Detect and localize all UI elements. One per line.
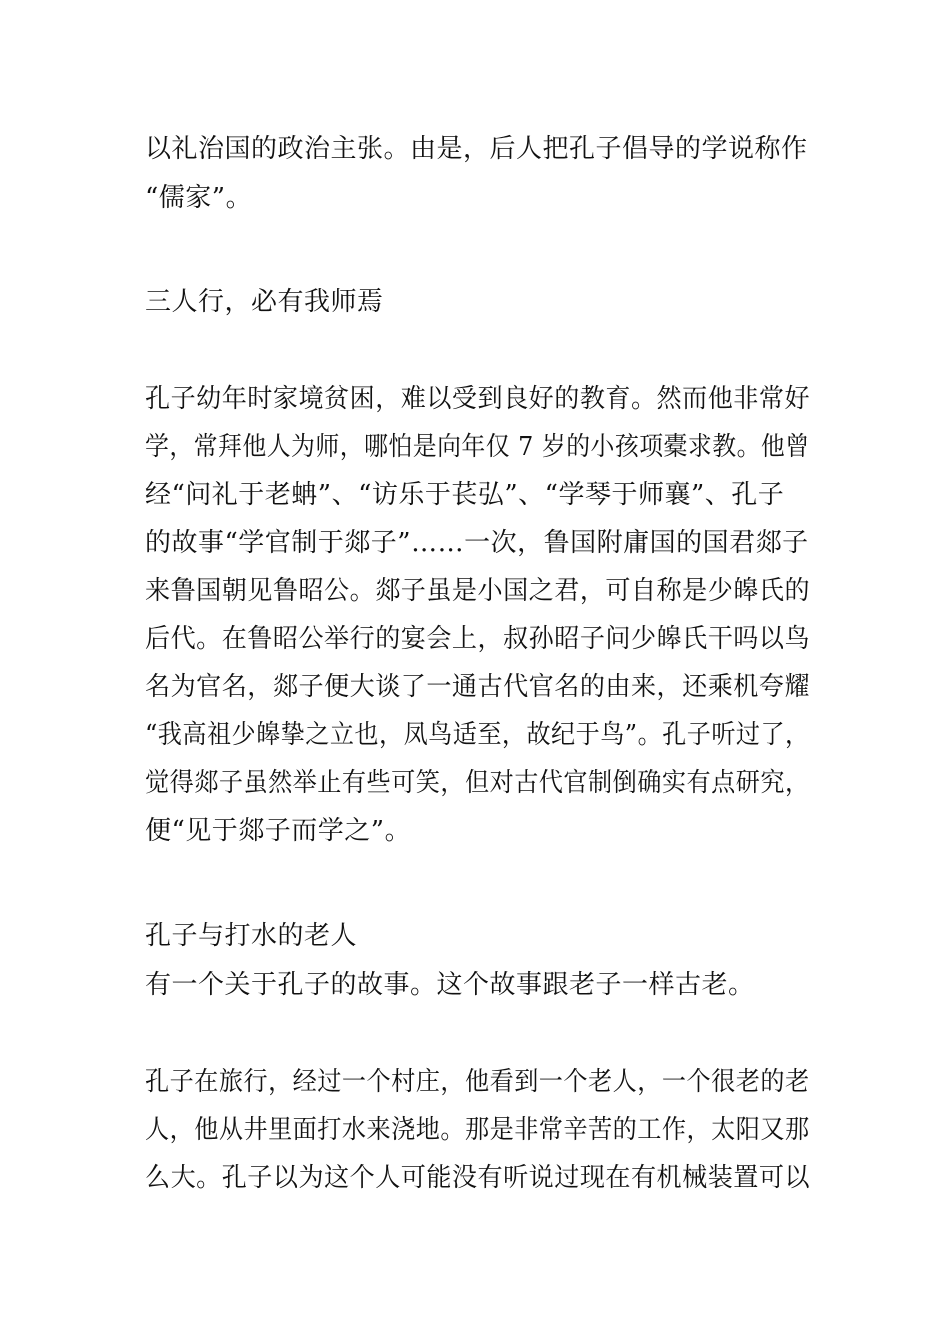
paragraph-line: 后代。在鲁昭公举行的宴会上，叔孙昭子问少皞氏干吗以鸟 <box>145 624 811 654</box>
section-heading-three-people: 三人行，必有我师焉 <box>145 287 384 317</box>
paragraph-line: 便“见于郯子而学之”。 <box>145 816 412 846</box>
intro-line-2: “儒家”。 <box>145 183 253 213</box>
paragraph-line: 的故事“学官制于郯子”……一次，鲁国附庸国的国君郯子 <box>145 528 809 558</box>
paragraph-line: 孔子幼年时家境贫困，难以受到良好的教育。然而他非常好 <box>145 384 811 414</box>
paragraph-line: 孔子在旅行，经过一个村庄，他看到一个老人，一个很老的老 <box>145 1067 810 1097</box>
paragraph-line: 经“问礼于老蚺”、“访乐于苌弘”、“学琴于师襄”、孔子 <box>145 480 785 510</box>
intro-line-1: 以礼治国的政治主张。由是，后人把孔子倡导的学说称作 <box>145 134 808 164</box>
paragraph-line: 来鲁国朝见鲁昭公。郯子虽是小国之君，可自称是少皞氏的 <box>145 576 811 606</box>
section-intro: 有一个关于孔子的故事。这个故事跟老子一样古老。 <box>145 970 755 1000</box>
paragraph-line: 名为官名，郯子便大谈了一通古代官名的由来，还乘机夸耀 <box>145 672 811 702</box>
paragraph-line: 人，他从井里面打水来浇地。那是非常辛苦的工作，太阳又那 <box>145 1115 810 1145</box>
paragraph-line: 么大。孔子以为这个人可能没有听说过现在有机械装置可以 <box>145 1163 811 1193</box>
paragraph-line: 觉得郯子虽然举止有些可笑，但对古代官制倒确实有点研究， <box>145 768 810 798</box>
paragraph-line: 学，常拜他人为师，哪怕是向年仅 7 岁的小孩项橐求教。他曾 <box>145 432 810 462</box>
section-heading-old-man: 孔子与打水的老人 <box>145 921 358 951</box>
paragraph-line: “我高祖少皞挚之立也，凤鸟适至，故纪于鸟”。孔子听过了， <box>145 720 810 750</box>
